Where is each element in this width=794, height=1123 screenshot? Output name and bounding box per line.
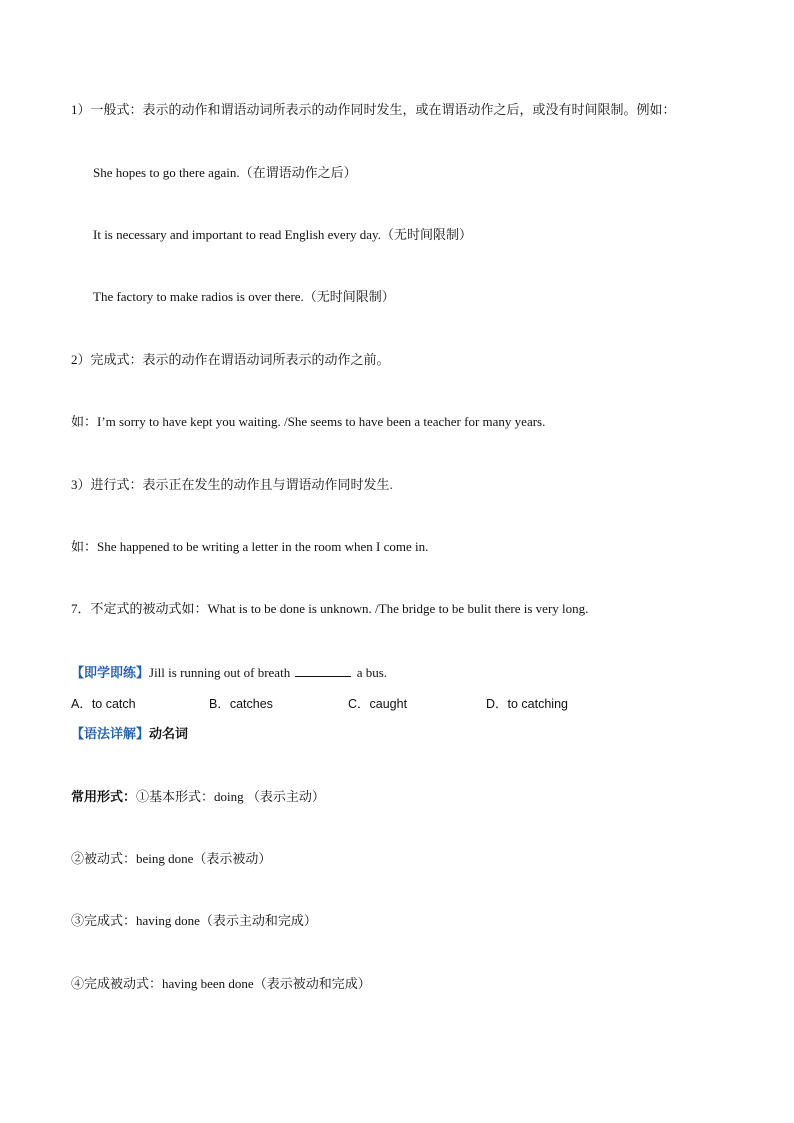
example-sentence: It is necessary and important to read English every day.（无时间限制） bbox=[93, 227, 472, 242]
gerund-form-perfect: ③完成式：having done（表示主动和完成） bbox=[71, 913, 317, 928]
gerund-form-passive: ②被动式：being done（表示被动） bbox=[71, 851, 272, 866]
example-sentence: She hopes to go there again.（在谓语动作之后） bbox=[93, 165, 357, 180]
practice-question bbox=[71, 664, 387, 681]
rule-perfect-form: 2）完成式：表示的动作在谓语动词所表示的动作之前。 bbox=[71, 352, 390, 367]
grammar-heading bbox=[71, 726, 188, 742]
option-d[interactable]: D．to catching bbox=[486, 697, 568, 711]
forms-label: 常用形式： bbox=[71, 789, 137, 804]
practice-text-before: Jill is running out of breath bbox=[149, 665, 291, 680]
answer-blank bbox=[295, 664, 351, 677]
rule-progressive-form: 3）进行式：表示正在发生的动作且与谓语动作同时发生. bbox=[71, 477, 393, 492]
practice-tag: 【即学即练】 bbox=[71, 665, 150, 680]
rule-passive-infinitive: 7．不定式的被动式如：What is to be done is unknown. /The bridge to be bulit there is very long. bbox=[71, 601, 589, 616]
gerund-form-basic bbox=[71, 789, 325, 805]
rule-general-form: 1）一般式：表示的动作和谓语动词所表示的动作同时发生，或在谓语动作之后，或没有时间限制。例如： bbox=[71, 102, 676, 117]
practice-text-after: a bus. bbox=[356, 665, 388, 680]
option-b[interactable]: B．catches bbox=[209, 697, 273, 711]
example-sentence: 如：I’m sorry to have kept you waiting. /She seems to have been a teacher for many years. bbox=[71, 414, 546, 429]
form-text: ①基本形式：doing （表示主动） bbox=[136, 789, 325, 804]
grammar-tag: 【语法详解】 bbox=[71, 726, 150, 741]
option-c[interactable]: C．caught bbox=[348, 697, 408, 711]
grammar-title: 动名词 bbox=[149, 726, 189, 741]
option-a[interactable]: A．to catch bbox=[71, 697, 136, 711]
example-sentence: The factory to make radios is over there.（无时间限制） bbox=[93, 289, 395, 304]
gerund-form-perfect-passive: ④完成被动式：having been done（表示被动和完成） bbox=[71, 976, 371, 991]
example-sentence: 如：She happened to be writing a letter in the room when I come in. bbox=[71, 539, 429, 554]
